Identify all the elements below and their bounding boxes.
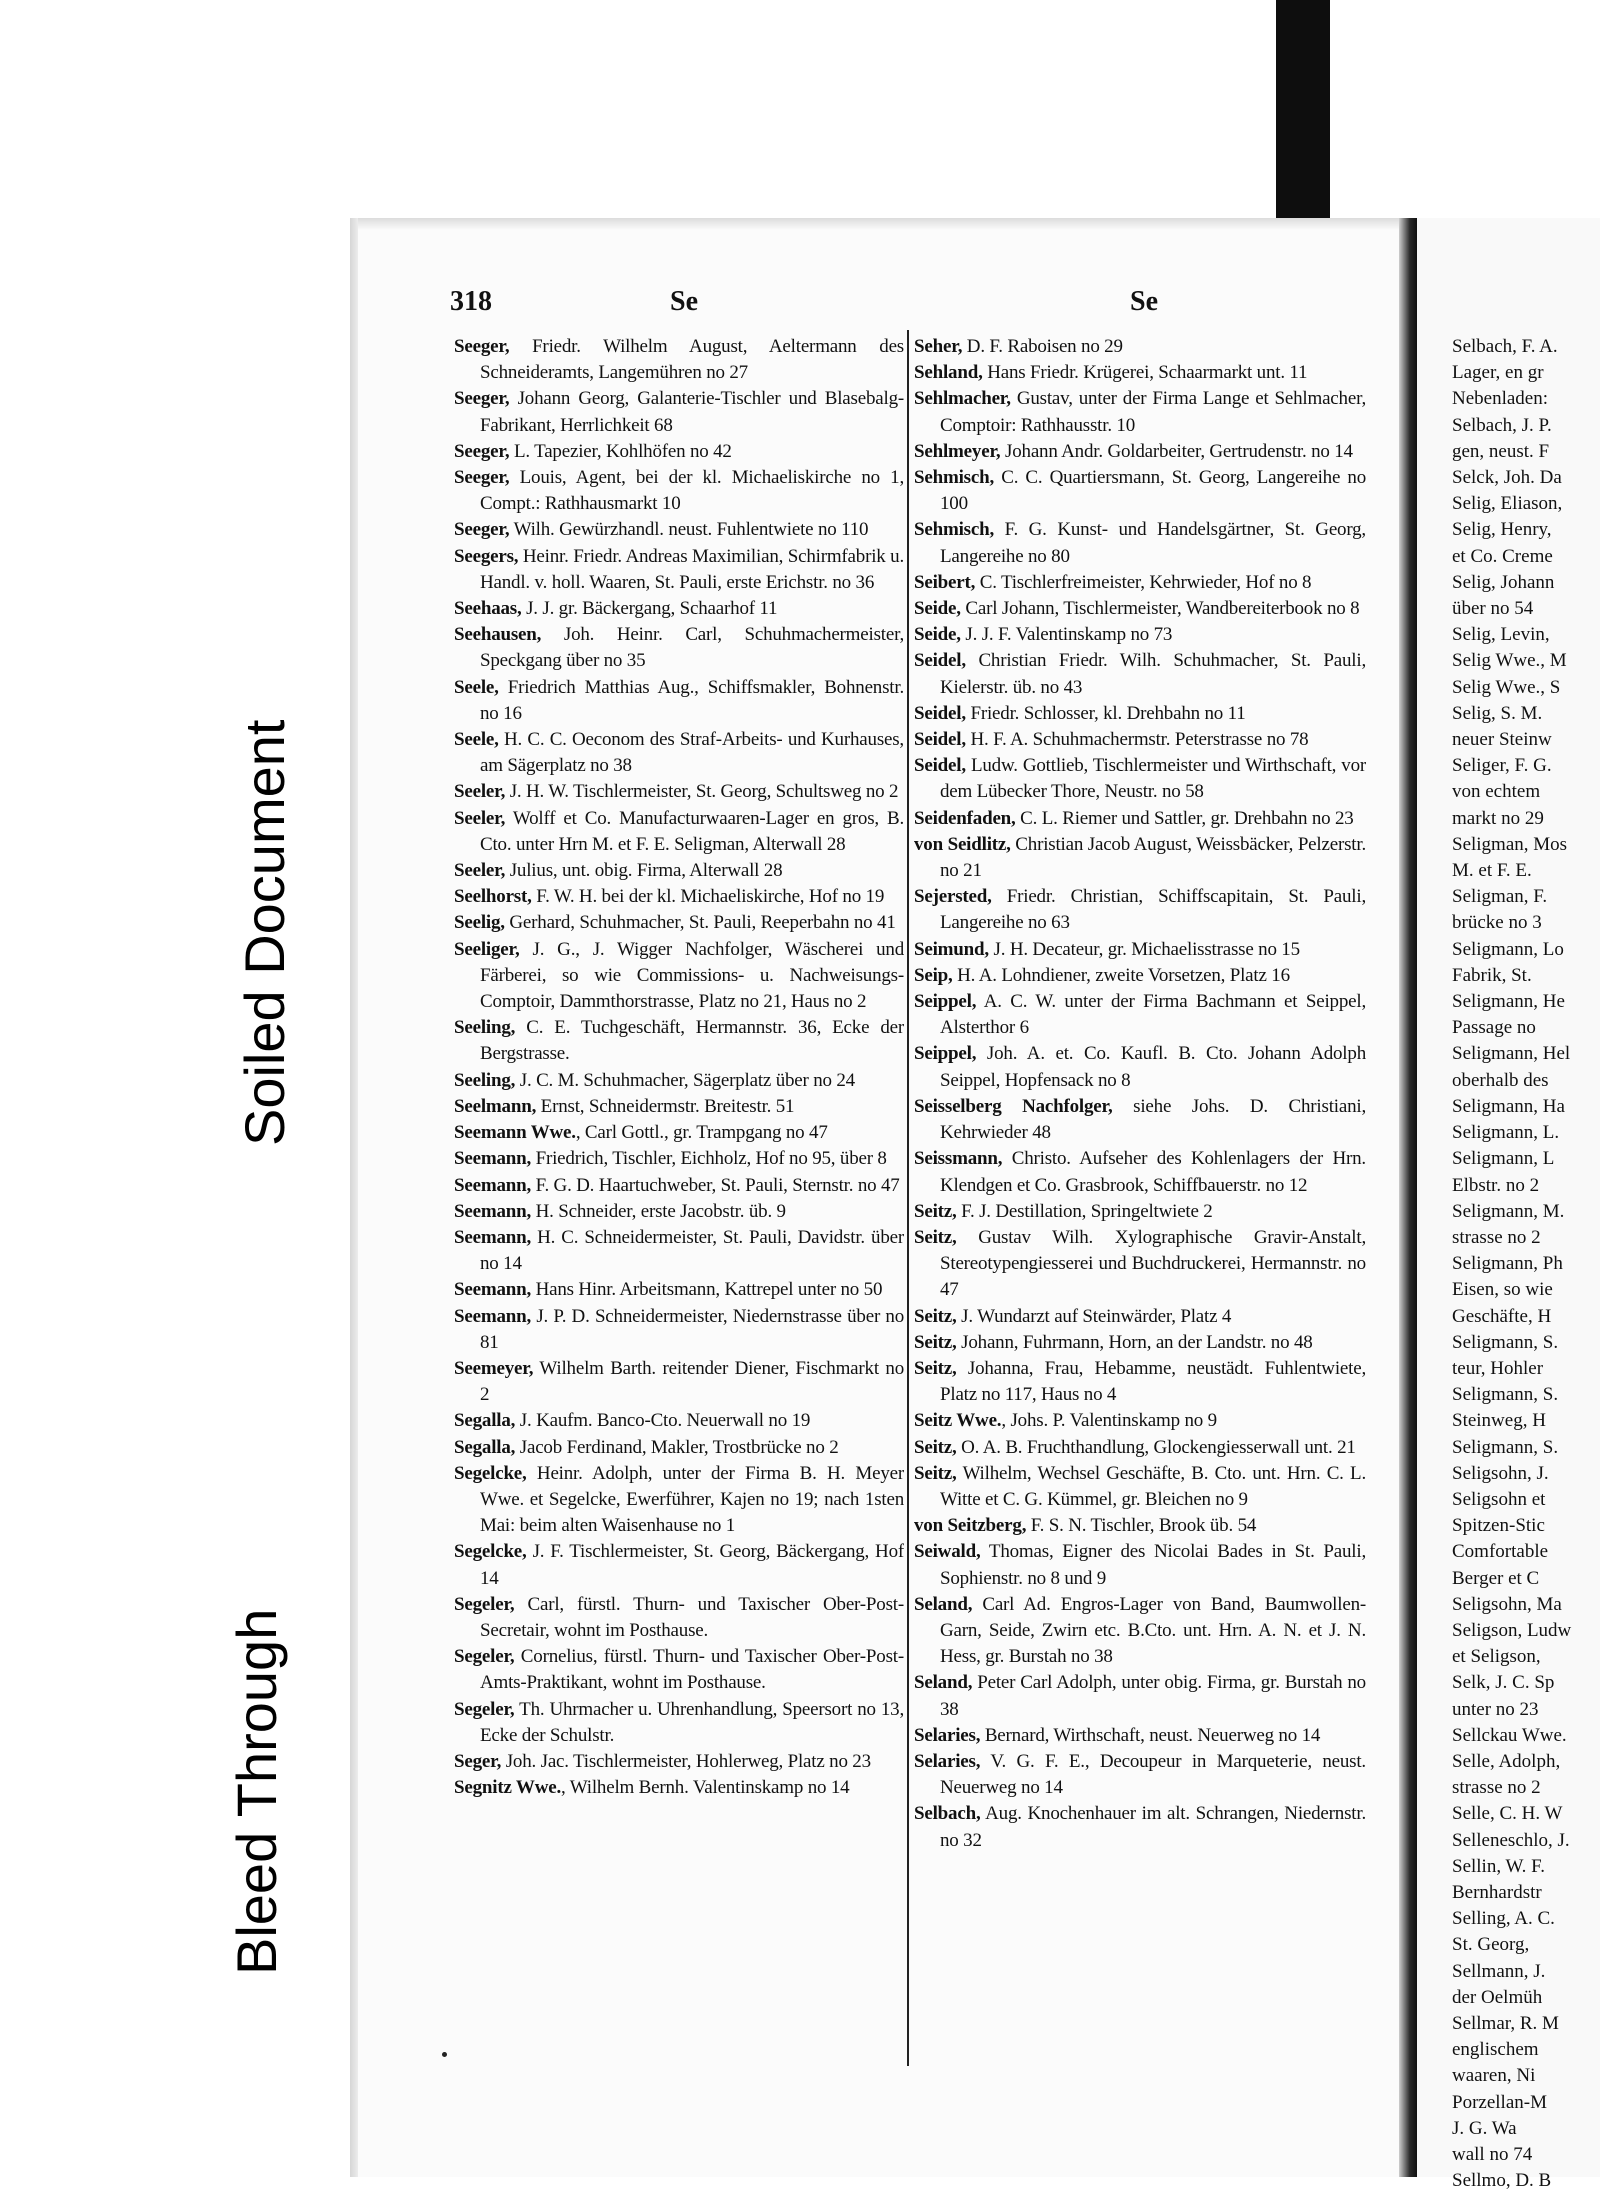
- directory-entry: Seitz, F. J. Destillation, Springeltwiete 2: [914, 1200, 1213, 1222]
- directory-entry: Segeler, Th. Uhrmacher u. Uhrenhandlung, Speersort no 13, Ecke der Schulstr.: [454, 1698, 904, 1746]
- entry-name: Seidenfaden,: [914, 807, 1016, 829]
- entry-name: Seidel,: [914, 650, 966, 672]
- entry-name: Seitz,: [914, 1462, 957, 1484]
- bleed-through-label: Bleed Through: [225, 1608, 288, 1975]
- entry-name: Seehausen,: [454, 624, 542, 646]
- directory-entry: Seeger, Wilh. Gewürzhandl. neust. Fuhlentwiete no 110: [454, 519, 869, 541]
- directory-entry: Selbach, F. A.: [1452, 336, 1558, 357]
- entry-name: Seemann Wwe.: [454, 1122, 576, 1144]
- directory-entry: waaren, Ni: [1452, 2065, 1536, 2087]
- directory-entry: Seligman, F.: [1452, 886, 1548, 908]
- directory-entry: Seligson, Ludw: [1452, 1619, 1572, 1641]
- directory-entry: Seemeyer, Wilhelm Barth. reitender Diener, Fischmarkt no 2: [454, 1357, 904, 1406]
- directory-entry: Seimund, J. H. Decateur, gr. Michaelisstrasse no 15: [914, 938, 1300, 960]
- entry-name: Seele,: [454, 729, 499, 751]
- entry-name: Seeger,: [454, 467, 510, 489]
- directory-entry: Seligmann, Hel: [1452, 1043, 1571, 1065]
- directory-entry: Seeler, J. H. W. Tischlermeister, St. Georg, Schultsweg no 2: [454, 781, 899, 803]
- directory-entry: von echtem: [1452, 781, 1541, 803]
- entry-name: Seeler,: [454, 807, 506, 829]
- directory-entry: Seeling, C. E. Tuchgeschäft, Hermannstr. 36, Ecke der Bergstrasse.: [454, 1017, 904, 1065]
- directory-entry: Sehmisch, C. C. Quartiersmann, St. Georg, Langereihe no 100: [914, 467, 1366, 515]
- directory-entry: Seidel, Friedr. Schlosser, kl. Drehbahn no 11: [914, 702, 1246, 724]
- directory-entry: Seligmann, L.: [1452, 1122, 1560, 1144]
- entry-name: Seher,: [914, 336, 963, 357]
- entry-name: Seitz,: [914, 1226, 957, 1248]
- entry-name: Seeger,: [454, 519, 510, 541]
- directory-entry: Sehlmacher, Gustav, unter der Firma Lange et Sehlmacher, Comptoir: Rathhausstr. 10: [914, 388, 1366, 436]
- directory-entry: Seidel, H. F. A. Schuhmachermstr. Peterstrasse no 78: [914, 729, 1309, 751]
- directory-entry: Seippel, Joh. A. et. Co. Kaufl. B. Cto. Johann Adolph Seippel, Hopfensack no 8: [914, 1043, 1366, 1091]
- directory-entry: der Oelmüh: [1452, 1986, 1543, 2008]
- directory-entry: Selig, Levin,: [1452, 624, 1550, 646]
- directory-entry: Seemann, F. G. D. Haartuchweber, St. Pauli, Sternstr. no 47: [454, 1174, 900, 1196]
- entry-name: Seitz,: [914, 1331, 957, 1353]
- top-dark-strip: [1276, 0, 1330, 250]
- directory-entry: Seligmann, S.: [1452, 1384, 1559, 1406]
- directory-entry: Selbach, J. P.: [1452, 414, 1552, 436]
- entry-name: Sehlmacher,: [914, 388, 1011, 410]
- left-column-heading: Se: [670, 286, 698, 317]
- page-header: [450, 286, 1360, 326]
- entry-name: Seemann,: [454, 1279, 532, 1301]
- directory-entry: Seele, H. C. C. Oeconom des Straf-Arbeits- und Kurhauses, am Sägerplatz no 38: [454, 729, 904, 777]
- directory-entry: Seligmann, M.: [1452, 1200, 1565, 1222]
- entry-name: Sehlmeyer,: [914, 440, 1001, 462]
- entry-name: Sehmisch,: [914, 519, 995, 541]
- directory-entry: Seissmann, Christo. Aufseher des Kohlenlagers der Hrn. Klendgen et Co. Grasbrook, Schiffbauerstr. no 12: [914, 1148, 1366, 1196]
- ink-spot: [442, 2052, 447, 2057]
- directory-entry: Selig, Eliason,: [1452, 493, 1563, 515]
- directory-entry: Seeger, L. Tapezier, Kohlhöfen no 42: [454, 440, 732, 462]
- directory-entry: Seitz, Gustav Wilh. Xylographische Gravir-Anstalt, Stereotypengiesserei und Buchdruckerei, Hermannstr. no 47: [914, 1226, 1366, 1301]
- directory-entry: Selig Wwe., M: [1452, 650, 1567, 672]
- entry-name: Seimund,: [914, 938, 989, 960]
- entry-name: Seisselberg Nachfolger,: [914, 1095, 1113, 1117]
- directory-entry: Selig Wwe., S: [1452, 676, 1561, 698]
- entry-name: Seemann,: [454, 1174, 532, 1196]
- directory-entry: Seeger, Johann Georg, Galanterie-Tischler und Blasebalg-Fabrikant, Herrlichkeit 68: [454, 388, 904, 436]
- entry-name: Seemann,: [454, 1200, 532, 1222]
- entry-name: Segeler,: [454, 1698, 515, 1720]
- directory-entry: Elbstr. no 2: [1452, 1174, 1540, 1196]
- directory-entry: Seitz, O. A. B. Fruchthandlung, Glockengiesserwall unt. 21: [914, 1436, 1356, 1458]
- entry-name: Seitz,: [914, 1200, 957, 1222]
- directory-entry: Seibert, C. Tischlerfreimeister, Kehrwieder, Hof no 8: [914, 571, 1312, 593]
- directory-entry: Seligmann, S.: [1452, 1436, 1559, 1458]
- directory-entry: Seeler, Julius, unt. obig. Firma, Alterwall 28: [454, 860, 783, 882]
- directory-entry: Selleneschlo, J.: [1452, 1829, 1570, 1851]
- directory-entry: Steinweg, H: [1452, 1410, 1546, 1432]
- directory-entry: Seitz, J. Wundarzt auf Steinwärder, Platz 4: [914, 1305, 1232, 1327]
- directory-entry: Seligmann, He: [1452, 991, 1565, 1013]
- entry-name: Seemeyer,: [454, 1357, 534, 1379]
- directory-entry: Passage no: [1452, 1017, 1536, 1039]
- directory-entry: Seemann, H. C. Schneidermeister, St. Pauli, Davidstr. über no 14: [454, 1226, 904, 1275]
- entry-name: Segalla,: [454, 1436, 516, 1458]
- directory-entry: Seemann Wwe., Carl Gottl., gr. Trampgang no 47: [454, 1122, 828, 1144]
- directory-entry: Selaries, Bernard, Wirthschaft, neust. Neuerweg no 14: [914, 1724, 1321, 1746]
- directory-entry: Segeler, Carl, fürstl. Thurn- und Taxischer Ober-Post-Secretair, wohnt im Posthause.: [454, 1593, 904, 1641]
- directory-entry: Seegers, Heinr. Friedr. Andreas Maximilian, Schirmfabrik u. Handl. v. holl. Waaren, St. Pauli, erste Erichstr. no 36: [454, 545, 904, 593]
- directory-entry: strasse no 2: [1452, 1777, 1541, 1799]
- entry-name: Seemann,: [454, 1305, 532, 1327]
- entry-name: Seidel,: [914, 755, 966, 777]
- entry-name: Seeler,: [454, 860, 506, 882]
- entry-name: von Seitzberg,: [914, 1515, 1027, 1537]
- directory-entry: wall no 74: [1452, 2144, 1533, 2166]
- page-number: 318: [450, 286, 492, 317]
- directory-entry: englischem: [1452, 2039, 1539, 2061]
- directory-entry: Fabrik, St.: [1452, 964, 1532, 986]
- directory-entry: Segalla, J. Kaufm. Banco-Cto. Neuerwall no 19: [454, 1410, 811, 1432]
- entry-name: Seide,: [914, 598, 961, 620]
- entry-name: Seemann,: [454, 1226, 532, 1248]
- directory-entry: Seitz, Wilhelm, Wechsel Geschäfte, B. Cto. unt. Hrn. C. L. Witte et C. G. Kümmel, gr. Bleichen no 9: [914, 1462, 1366, 1510]
- entry-name: Seip,: [914, 964, 953, 986]
- entry-name: Seeling,: [454, 1069, 516, 1091]
- entry-name: Seitz,: [914, 1436, 957, 1458]
- directory-entry: Seisselberg Nachfolger, siehe Johs. D. Christiani, Kehrwieder 48: [914, 1095, 1366, 1144]
- directory-entry: J. G. Wa: [1452, 2117, 1517, 2139]
- entry-name: Seitz,: [914, 1305, 957, 1327]
- directory-entry: gen, neust. F: [1452, 440, 1550, 462]
- directory-entry: Seher, D. F. Raboisen no 29: [914, 336, 1123, 357]
- directory-entry: Geschäfte, H: [1452, 1305, 1552, 1327]
- directory-entry: Seemann, J. P. D. Schneidermeister, Niedernstrasse über no 81: [454, 1305, 904, 1353]
- directory-entry: Seippel, A. C. W. unter der Firma Bachmann et Seippel, Alsterthor 6: [914, 991, 1366, 1039]
- directory-entry: Sehlmeyer, Johann Andr. Goldarbeiter, Gertrudenstr. no 14: [914, 440, 1353, 462]
- directory-entry: Seip, H. A. Lohndiener, zweite Vorsetzen, Platz 16: [914, 964, 1290, 986]
- directory-entry: Seligsohn, Ma: [1452, 1593, 1562, 1615]
- directory-entry: Sehmisch, F. G. Kunst- und Handelsgärtner, St. Georg, Langereihe no 80: [914, 519, 1366, 567]
- directory-entry: Seeliger, J. G., J. Wigger Nachfolger, Wäscherei und Färberei, so wie Commissions- u. Nachweisungs-Comptoir, Dammthorstrasse, Platz no 21, Haus no 2: [454, 938, 904, 1013]
- directory-entry: Seelmann, Ernst, Schneidermstr. Breitestr. 51: [454, 1095, 795, 1117]
- directory-entry: Berger et C: [1452, 1567, 1540, 1589]
- directory-entry: Seeler, Wolff et Co. Manufacturwaaren-Lager en gros, B. Cto. unter Hrn M. et F. E. Seligman, Alterwall 28: [454, 807, 904, 855]
- directory-entry: Seland, Carl Ad. Engros-Lager von Band, Baumwollen-Garn, Seide, Zwirn etc. B.Cto. unt. Hrn. A. N. et J. N. Hess, gr. Burstah no 38: [914, 1593, 1366, 1668]
- directory-entry: von Seitzberg, F. S. N. Tischler, Brook üb. 54: [914, 1515, 1257, 1537]
- entry-name: Selbach,: [914, 1803, 981, 1825]
- directory-entry: Seehausen, Joh. Heinr. Carl, Schuhmachermeister, Speckgang über no 35: [454, 624, 904, 672]
- directory-entry: Selk, J. C. Sp: [1452, 1672, 1555, 1694]
- book-gutter: [1399, 218, 1417, 2177]
- directory-entry: Seligsohn et: [1452, 1488, 1546, 1510]
- directory-entry: Eisen, so wie: [1452, 1279, 1553, 1301]
- entry-name: Seippel,: [914, 991, 977, 1013]
- entry-name: Seelhorst,: [454, 886, 532, 908]
- directory-entry: Seehaas, J. J. gr. Bäckergang, Schaarhof 11: [454, 598, 778, 620]
- directory-entry: Sellin, W. F.: [1452, 1855, 1545, 1877]
- entry-name: Seeger,: [454, 440, 510, 462]
- entry-name: Seitz,: [914, 1357, 957, 1379]
- directory-entry: Selle, C. H. W: [1452, 1803, 1563, 1825]
- directory-entry: Seligmann, L: [1452, 1148, 1555, 1170]
- directory-entry: Seidel, Ludw. Gottlieb, Tischlermeister und Wirthschaft, vor dem Lübecker Thore, Neustr. no 58: [914, 755, 1366, 803]
- directory-entry: Selaries, V. G. F. E., Decoupeur in Marqueterie, neust. Neuerweg no 14: [914, 1750, 1366, 1799]
- directory-entry: Spitzen-Stic: [1452, 1515, 1545, 1537]
- directory-entry: Seligmann, S.: [1452, 1331, 1559, 1353]
- directory-entry: über no 54: [1452, 598, 1534, 620]
- entry-name: Seippel,: [914, 1043, 977, 1065]
- entry-name: Seeliger,: [454, 938, 520, 960]
- directory-entry: Seidenfaden, C. L. Riemer und Sattler, gr. Drehbahn no 23: [914, 807, 1354, 829]
- directory-entry: Selig, S. M.: [1452, 702, 1543, 724]
- directory-entry: Seliger, F. G.: [1452, 755, 1552, 777]
- directory-entry: Seligmann, Ha: [1452, 1095, 1565, 1117]
- directory-entry: Sellmo, D. B: [1452, 2170, 1552, 2192]
- entry-name: Segeler,: [454, 1646, 515, 1668]
- directory-entry: Seeling, J. C. M. Schuhmacher, Sägerplatz über no 24: [454, 1069, 855, 1091]
- directory-entry: markt no 29: [1452, 807, 1544, 829]
- entry-name: Seelmann,: [454, 1095, 537, 1117]
- entry-name: Seemann,: [454, 1148, 532, 1170]
- column-divider: [907, 330, 909, 2066]
- entry-name: Seelig,: [454, 912, 505, 934]
- directory-entry: Seele, Friedrich Matthias Aug., Schiffsmakler, Bohnenstr. no 16: [454, 676, 904, 724]
- entry-name: Seger,: [454, 1750, 502, 1772]
- directory-entry: brücke no 3: [1452, 912, 1542, 934]
- entry-name: Seidel,: [914, 702, 966, 724]
- directory-entry: strasse no 2: [1452, 1226, 1541, 1248]
- directory-entry: Seidel, Christian Friedr. Wilh. Schuhmacher, St. Pauli, Kielerstr. üb. no 43: [914, 650, 1366, 698]
- directory-entry: Seitz, Johann, Fuhrmann, Horn, an der Landstr. no 48: [914, 1331, 1313, 1353]
- directory-entry: St. Georg,: [1452, 1934, 1530, 1956]
- directory-entry: Nebenladen:: [1452, 388, 1549, 410]
- directory-entry: Seiwald, Thomas, Eigner des Nicolai Bades in St. Pauli, Sophienstr. no 8 und 9: [914, 1541, 1366, 1589]
- directory-entry: Seide, J. J. F. Valentinskamp no 73: [914, 624, 1173, 646]
- entry-name: Seiwald,: [914, 1541, 981, 1563]
- directory-entry: Comfortable: [1452, 1541, 1549, 1563]
- directory-entry: Selling, A. C.: [1452, 1908, 1555, 1930]
- entry-name: Segeler,: [454, 1593, 515, 1615]
- entry-name: Segelcke,: [454, 1541, 527, 1563]
- entry-name: Seeler,: [454, 781, 506, 803]
- soiled-document-label: Soiled Document: [233, 719, 296, 1146]
- directory-entry: Selck, Joh. Da: [1452, 467, 1562, 489]
- entry-name: Seitz Wwe.: [914, 1410, 1002, 1432]
- entry-name: Seibert,: [914, 571, 976, 593]
- directory-entry: et Seligson,: [1452, 1646, 1541, 1668]
- directory-entry: Seland, Peter Carl Adolph, unter obig. Firma, gr. Burstah no 38: [914, 1672, 1366, 1720]
- directory-entry: Selle, Adolph,: [1452, 1750, 1561, 1772]
- directory-entry: Seelhorst, F. W. H. bei der kl. Michaeliskirche, Hof no 19: [454, 886, 885, 908]
- entry-name: Selaries,: [914, 1724, 981, 1746]
- entry-name: Seele,: [454, 676, 499, 698]
- directory-entry: Segeler, Cornelius, fürstl. Thurn- und Taxischer Ober-Post-Amts-Praktikant, wohnt im Posthause.: [454, 1646, 904, 1694]
- page-top-shade: [358, 218, 1400, 230]
- directory-entry: Segalla, Jacob Ferdinand, Makler, Trostbrücke no 2: [454, 1436, 839, 1458]
- middle-column-heading: Se: [1130, 286, 1158, 317]
- directory-entry: Lager, en gr: [1452, 362, 1544, 384]
- entry-name: Seissmann,: [914, 1148, 1003, 1170]
- entry-name: Segnitz Wwe.: [454, 1777, 562, 1799]
- entry-name: Seegers,: [454, 545, 519, 567]
- directory-entry: Porzellan-M: [1452, 2091, 1547, 2113]
- directory-entry: Selbach, Aug. Knochenhauer im alt. Schrangen, Niedernstr. no 32: [914, 1803, 1366, 1851]
- directory-entry: Seligsohn, J.: [1452, 1462, 1549, 1484]
- directory-entry: oberhalb des: [1452, 1069, 1549, 1091]
- directory-entry: Seger, Joh. Jac. Tischlermeister, Hohlerweg, Platz no 23: [454, 1750, 871, 1772]
- entry-name: Seland,: [914, 1672, 973, 1694]
- directory-entry: Segnitz Wwe., Wilhelm Bernh. Valentinskamp no 14: [454, 1777, 850, 1799]
- directory-entry: Sellmann, J.: [1452, 1960, 1546, 1982]
- entry-name: Seland,: [914, 1593, 973, 1615]
- entry-name: Seeling,: [454, 1017, 516, 1039]
- entry-name: Segalla,: [454, 1410, 516, 1432]
- directory-entry: Seide, Carl Johann, Tischlermeister, Wandbereiterbook no 8: [914, 598, 1360, 620]
- directory-entry: Sellckau Wwe.: [1452, 1724, 1567, 1746]
- left-column: [454, 334, 904, 1801]
- directory-entry: Seeger, Friedr. Wilhelm August, Aeltermann des Schneideramts, Langemühren no 27: [454, 336, 904, 384]
- directory-entry: Seitz Wwe., Johs. P. Valentinskamp no 9: [914, 1410, 1217, 1432]
- directory-entry: Selig, Johann: [1452, 571, 1555, 593]
- middle-column: [914, 334, 1366, 1854]
- directory-entry: Seeger, Louis, Agent, bei der kl. Michaeliskirche no 1, Compt.: Rathhausmarkt 10: [454, 467, 904, 515]
- directory-entry: et Co. Creme: [1452, 545, 1553, 567]
- directory-entry: Bernhardstr: [1452, 1881, 1542, 1903]
- entry-name: Seeger,: [454, 336, 510, 357]
- directory-entry: Seligmann, Ph: [1452, 1253, 1563, 1275]
- entry-name: Sehland,: [914, 362, 983, 384]
- entry-name: Seidel,: [914, 729, 966, 751]
- directory-entry: unter no 23: [1452, 1698, 1539, 1720]
- directory-entry: Seemann, Friedrich, Tischler, Eichholz, Hof no 95, über 8: [454, 1148, 887, 1170]
- entry-name: Seeger,: [454, 388, 510, 410]
- entry-name: Seehaas,: [454, 598, 522, 620]
- entry-name: Seide,: [914, 624, 961, 646]
- directory-entry: teur, Hohler: [1452, 1357, 1544, 1379]
- entry-name: von Seidlitz,: [914, 833, 1011, 855]
- right-column-partial: [1452, 334, 1600, 2194]
- entry-name: Sejersted,: [914, 886, 992, 908]
- directory-entry: Seelig, Gerhard, Schuhmacher, St. Pauli, Reeperbahn no 41: [454, 912, 896, 934]
- directory-entry: Sehland, Hans Friedr. Krügerei, Schaarmarkt unt. 11: [914, 362, 1308, 384]
- directory-entry: Seligman, Mos: [1452, 833, 1568, 855]
- directory-entry: Sellmar, R. M: [1452, 2013, 1559, 2034]
- directory-entry: Segelcke, J. F. Tischlermeister, St. Georg, Bäckergang, Hof 14: [454, 1541, 904, 1589]
- directory-entry: Seitz, Johanna, Frau, Hebamme, neustädt. Fuhlentwiete, Platz no 117, Haus no 4: [914, 1357, 1366, 1406]
- directory-entry: Seligmann, Lo: [1452, 938, 1564, 960]
- directory-entry: Seemann, H. Schneider, erste Jacobstr. üb. 9: [454, 1200, 786, 1222]
- directory-entry: von Seidlitz, Christian Jacob August, Weissbäcker, Pelzerstr. no 21: [914, 833, 1366, 882]
- entry-name: Sehmisch,: [914, 467, 995, 489]
- directory-entry: Selig, Henry,: [1452, 519, 1552, 541]
- entry-name: Selaries,: [914, 1750, 981, 1772]
- directory-entry: neuer Steinw: [1452, 729, 1552, 751]
- entry-name: Segelcke,: [454, 1462, 527, 1484]
- directory-entry: M. et F. E.: [1452, 860, 1532, 882]
- directory-entry: Seemann, Hans Hinr. Arbeitsmann, Kattrepel unter no 50: [454, 1279, 883, 1301]
- directory-entry: Sejersted, Friedr. Christian, Schiffscapitain, St. Pauli, Langereihe no 63: [914, 886, 1366, 934]
- directory-entry: Segelcke, Heinr. Adolph, unter der Firma B. H. Meyer Wwe. et Segelcke, Ewerführer, Kajen no 19; nach 1sten Mai: beim alten Waisenhause no 1: [454, 1462, 904, 1537]
